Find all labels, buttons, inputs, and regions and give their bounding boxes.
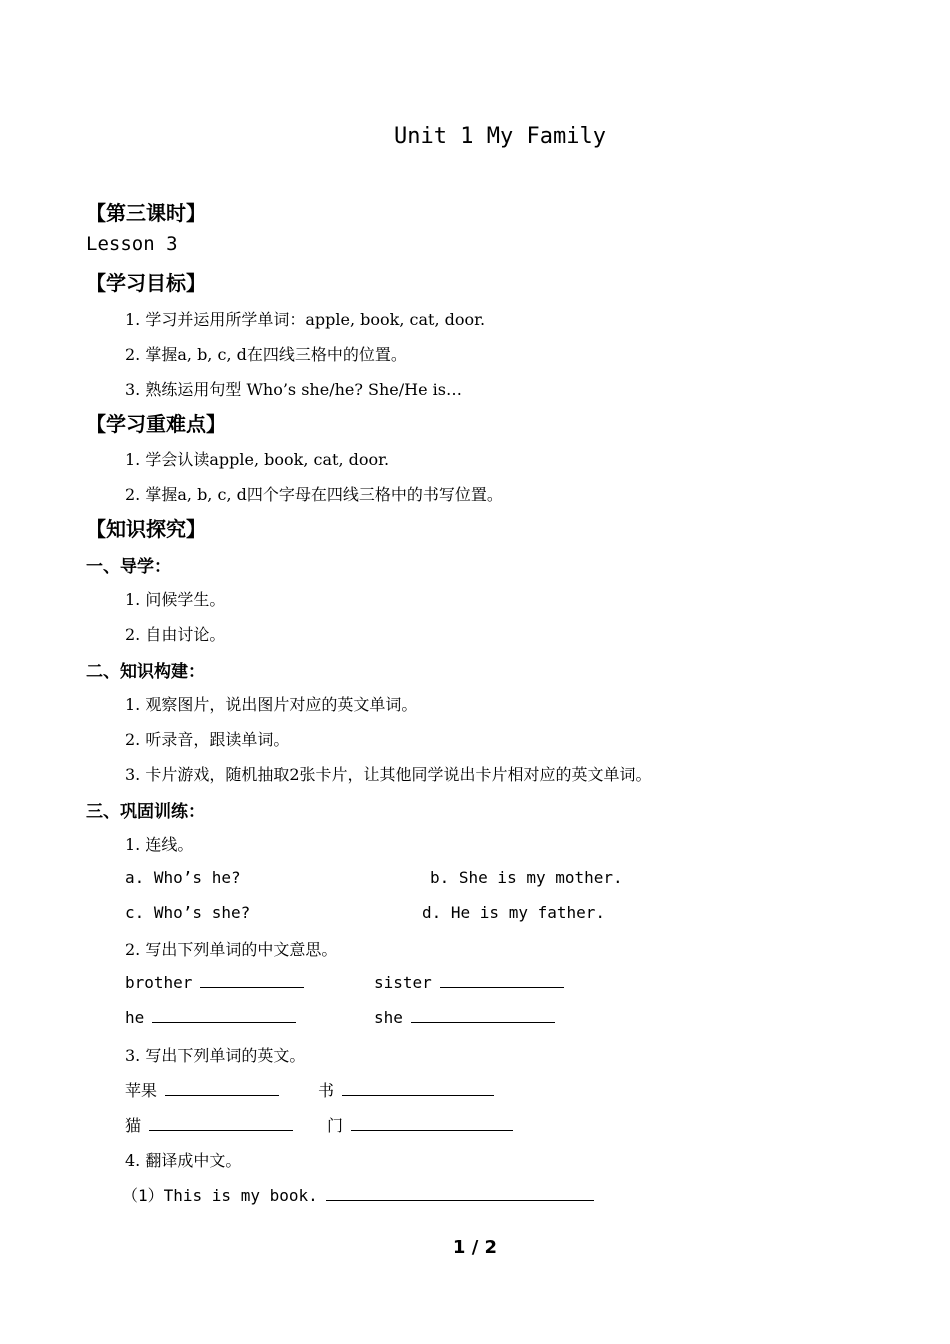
goal-item: 2. 掌握a, b, c, d在四线三格中的位置。 <box>125 345 407 364</box>
keypoint-item: 1. 学会认读apple, book, cat, door. <box>125 450 390 469</box>
page-number: 1 / 2 <box>452 1237 498 1258</box>
keypoint-item: 2. 掌握a, b, c, d四个字母在四线三格中的书写位置。 <box>125 485 503 504</box>
word-blank-row <box>125 1008 296 1027</box>
build-item: 3. 卡片游戏，随机抽取2张卡片，让其他同学说出卡片相对应的英文单词。 <box>125 765 652 784</box>
word-label: brother <box>125 973 193 992</box>
word-label: sister <box>374 973 432 992</box>
match-a: a. Who’s he? <box>125 868 241 887</box>
section-build-title: 二、知识构建： <box>86 662 205 682</box>
answer-blank[interactable] <box>351 1116 513 1131</box>
word-label: 门 <box>327 1116 344 1135</box>
word-label: 苹果 <box>125 1081 158 1100</box>
word-blank-row <box>374 1008 555 1027</box>
goals-heading: 【学习目标】 <box>86 271 206 295</box>
build-item: 1. 观察图片，说出图片对应的英文单词。 <box>125 695 418 714</box>
match-c: c. Who’s she? <box>125 903 251 922</box>
translate-row <box>122 1183 594 1206</box>
period-heading: 【第三课时】 <box>86 201 206 225</box>
answer-blank[interactable] <box>326 1186 594 1201</box>
keypoints-heading: 【学习重难点】 <box>86 412 226 436</box>
word-label: she <box>374 1008 403 1027</box>
practice-q2: 2. 写出下列单词的中文意思。 <box>125 940 338 959</box>
word-label: he <box>125 1008 145 1027</box>
word-blank-row <box>125 1113 293 1136</box>
guide-item: 1. 问候学生。 <box>125 590 226 609</box>
practice-q4: 4. 翻译成中文。 <box>125 1151 242 1170</box>
word-blank-row <box>318 1078 494 1101</box>
word-label: 猫 <box>125 1116 142 1135</box>
translate-prompt: （1）This is my book. <box>122 1186 318 1205</box>
explore-heading: 【知识探究】 <box>86 517 206 541</box>
section-guide-title: 一、导学： <box>86 557 171 577</box>
guide-item: 2. 自由讨论。 <box>125 625 226 644</box>
word-blank-row <box>125 973 304 992</box>
word-blank-row <box>125 1078 279 1101</box>
lesson-label: Lesson 3 <box>86 233 178 255</box>
answer-blank[interactable] <box>152 1008 296 1023</box>
practice-q1: 1. 连线。 <box>125 835 194 854</box>
match-b: b. She is my mother. <box>430 868 623 887</box>
word-label: 书 <box>318 1081 335 1100</box>
page-title: Unit 1 My Family <box>394 124 606 149</box>
word-blank-row <box>374 973 564 992</box>
answer-blank[interactable] <box>165 1081 279 1096</box>
match-d: d. He is my father. <box>422 903 606 922</box>
goal-item: 1. 学习并运用所学单词：apple, book, cat, door. <box>125 310 486 329</box>
goal-item: 3. 熟练运用句型 Who’s she/he? She/He is… <box>125 380 462 399</box>
answer-blank[interactable] <box>440 973 564 988</box>
practice-q3: 3. 写出下列单词的英文。 <box>125 1046 306 1065</box>
answer-blank[interactable] <box>342 1081 494 1096</box>
word-blank-row <box>327 1113 513 1136</box>
answer-blank[interactable] <box>411 1008 555 1023</box>
answer-blank[interactable] <box>149 1116 293 1131</box>
build-item: 2. 听录音，跟读单词。 <box>125 730 290 749</box>
section-practice-title: 三、巩固训练： <box>86 802 205 822</box>
answer-blank[interactable] <box>200 973 304 988</box>
